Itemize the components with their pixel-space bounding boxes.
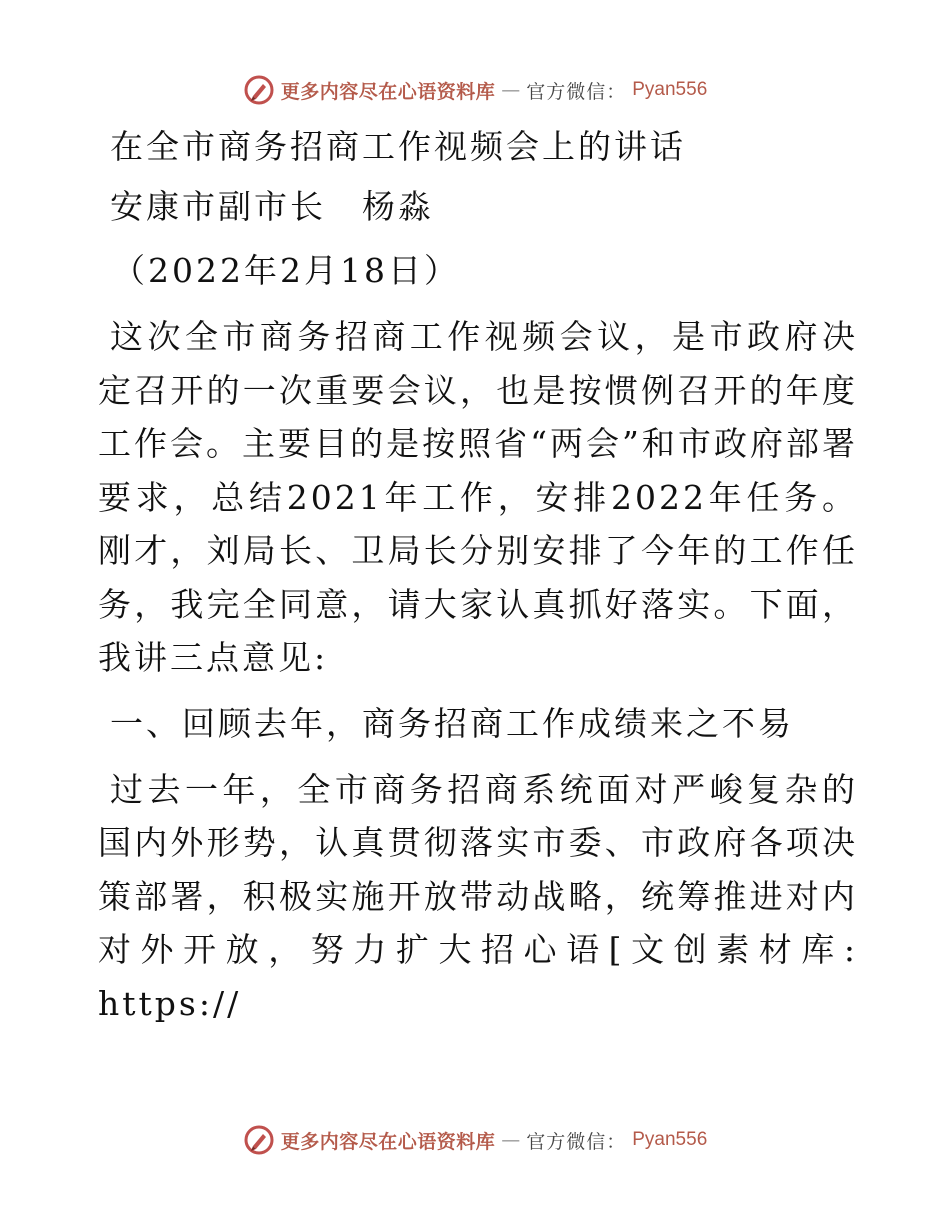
document-title: 在全市商务招商工作视频会上的讲话 xyxy=(110,127,686,166)
watermark-id: Pyan556 xyxy=(632,79,708,100)
watermark-id: Pyan556 xyxy=(632,1129,708,1150)
watermark-dash: — xyxy=(501,79,521,101)
document-date: （2022年2月18日） xyxy=(112,251,460,290)
document-author: 安康市副市长 杨淼 xyxy=(110,187,434,226)
watermark-footer xyxy=(0,1120,950,1160)
watermark-text: 更多内容尽在心语资料库 xyxy=(280,80,496,103)
paragraph-review: 过去一年，全市商务招商系统面对严峻复杂的国内外形势，认真贯彻落实市委、市政府各项决策部署，积极实施开放带动战略，统筹推进对内对外开放，努力扩大招心语[文创素材库: https:// xyxy=(98,769,858,1023)
watermark-subtext: 官方微信： xyxy=(526,1130,627,1153)
watermark-text: 更多内容尽在心语资料库 xyxy=(280,1130,496,1153)
document-body xyxy=(98,122,858,1044)
pen-logo-icon xyxy=(243,1124,275,1156)
pen-logo-icon xyxy=(243,74,275,106)
watermark-subtext: 官方微信： xyxy=(526,80,627,103)
section-heading-1: 一、回顾去年，商务招商工作成绩来之不易 xyxy=(110,703,794,743)
watermark-dash: — xyxy=(501,1129,521,1151)
paragraph-intro: 这次全市商务招商工作视频会议，是市政府决定召开的一次重要会议，也是按惯例召开的年度工作会。主要目的是按照省“两会”和市政府部署要求，总结2021年工作，安排2022年任务。刚才，刘局长、卫局长分别安排了今年的工作任务，我完全同意，请大家认真抓好落实。下面，我讲三点意见: xyxy=(98,317,858,677)
watermark-header xyxy=(0,70,950,110)
